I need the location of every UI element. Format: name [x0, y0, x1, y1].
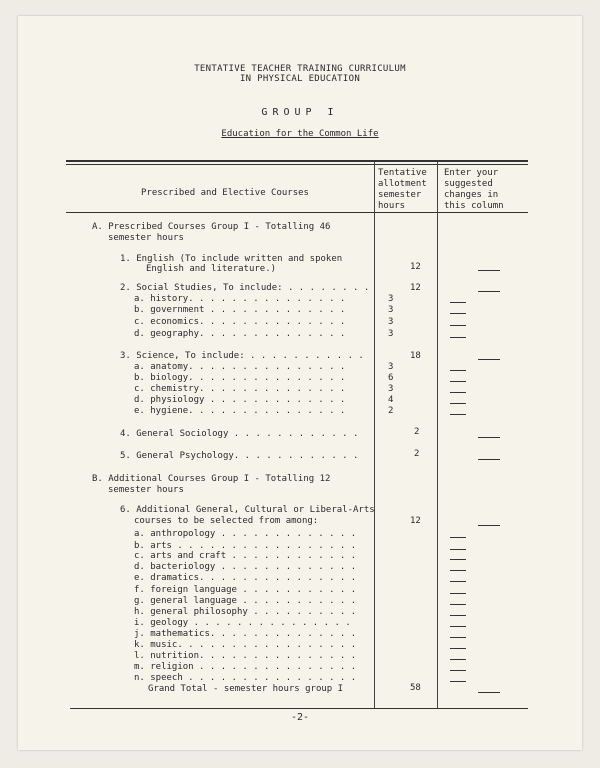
sub-course: a. anatomy. . . . . . . . . . . . . . .	[134, 362, 346, 372]
section-a-heading-2: semester hours	[108, 233, 184, 243]
sub-hours: 4	[388, 395, 394, 405]
change-entry-line[interactable]	[450, 659, 466, 660]
column-divider-2	[437, 162, 438, 708]
hours-science: 18	[410, 351, 421, 361]
change-entry-line[interactable]	[450, 337, 466, 338]
change-entry-line[interactable]	[450, 648, 466, 649]
change-entry-line[interactable]	[450, 593, 466, 594]
change-entry-line[interactable]	[450, 370, 466, 371]
sub-course: b. government . . . . . . . . . . . . .	[134, 305, 346, 315]
change-entry-line[interactable]	[478, 270, 500, 271]
courses-column-header: Prescribed and Elective Courses	[141, 188, 309, 198]
hours-additional-general: 12	[410, 516, 421, 526]
sub-hours: 3	[388, 294, 394, 304]
sub-course: c. chemistry. . . . . . . . . . . . . .	[134, 384, 346, 394]
change-entry-line[interactable]	[450, 302, 466, 303]
course-general-psychology: 5. General Psychology. . . . . . . . . . . .	[120, 451, 359, 461]
change-entry-line[interactable]	[450, 604, 466, 605]
course-additional-general: 6. Additional General, Cultural or Liberal-Arts	[120, 505, 375, 515]
sub-hours: 3	[388, 384, 394, 394]
grand-total-hours: 58	[410, 683, 421, 693]
sub-course: d. bacteriology . . . . . . . . . . . . .	[134, 562, 357, 572]
changes-header-4: this column	[444, 201, 504, 211]
change-entry-line[interactable]	[450, 414, 466, 415]
sub-course: e. dramatics. . . . . . . . . . . . . . .	[134, 573, 357, 583]
document-title-line2: IN PHYSICAL EDUCATION	[239, 74, 361, 84]
course-general-sociology: 4. General Sociology . . . . . . . . . . . .	[120, 429, 359, 439]
change-entry-line[interactable]	[450, 581, 466, 582]
sub-course: d. physiology . . . . . . . . . . . . .	[134, 395, 346, 405]
changes-header-2: suggested	[444, 179, 493, 189]
sub-course: b. arts . . . . . . . . . . . . . . . . .	[134, 541, 357, 551]
change-entry-line[interactable]	[450, 325, 466, 326]
section-b-heading: B. Additional Courses Group I - Totalling 12	[92, 474, 331, 484]
sub-course: g. general language . . . . . . . . . . .	[134, 596, 357, 606]
top-rule-thin	[66, 164, 528, 165]
allotment-header-3: semester	[378, 190, 422, 200]
page-number: -2-	[290, 712, 310, 723]
column-divider-1	[374, 162, 375, 708]
hours-general-psychology: 2	[414, 449, 420, 459]
change-entry-line[interactable]	[478, 359, 500, 360]
sub-course: l. nutrition. . . . . . . . . . . . . . .	[134, 651, 357, 661]
sub-course: a. anthropology . . . . . . . . . . . . .	[134, 529, 357, 539]
sub-course: e. hygiene. . . . . . . . . . . . . . .	[134, 406, 346, 416]
sub-course: k. music. . . . . . . . . . . . . . . . .	[134, 640, 357, 650]
change-entry-line[interactable]	[450, 313, 466, 314]
sub-hours: 3	[388, 317, 394, 327]
group-heading: GROUP I	[261, 107, 339, 118]
sub-hours: 3	[388, 329, 394, 339]
change-entry-line[interactable]	[478, 525, 500, 526]
hours-general-sociology: 2	[414, 427, 420, 437]
change-entry-line[interactable]	[478, 437, 500, 438]
hours-english: 12	[410, 262, 421, 272]
course-science: 3. Science, To include: . . . . . . . . . . .	[120, 351, 364, 361]
allotment-header-1: Tentative	[378, 168, 427, 178]
hours-social-studies: 12	[410, 283, 421, 293]
allotment-header-4: hours	[378, 201, 406, 211]
grand-total-label: Grand Total - semester hours group I	[148, 684, 344, 694]
bottom-rule	[70, 708, 528, 709]
course-additional-general-2: courses to be selected from among:	[134, 516, 319, 526]
sub-course: h. general philosophy . . . . . . . . . .	[134, 607, 357, 617]
changes-header-3: changes in	[444, 190, 499, 200]
section-b-heading-2: semester hours	[108, 485, 184, 495]
change-entry-line[interactable]	[478, 459, 500, 460]
allotment-header-2: allotment	[378, 179, 427, 189]
change-entry-line[interactable]	[450, 392, 466, 393]
course-social-studies: 2. Social Studies, To include: . . . . . . . .	[120, 283, 370, 293]
change-entry-line[interactable]	[478, 692, 500, 693]
change-entry-line[interactable]	[450, 559, 466, 560]
change-entry-line[interactable]	[450, 681, 466, 682]
course-english: 1. English (To include written and spoken	[120, 254, 343, 264]
sub-course: n. speech . . . . . . . . . . . . . . . .	[134, 673, 357, 683]
change-entry-line[interactable]	[450, 615, 466, 616]
sub-course: d. geography. . . . . . . . . . . . . .	[134, 329, 346, 339]
change-entry-line[interactable]	[450, 381, 466, 382]
sub-course: c. economics. . . . . . . . . . . . . .	[134, 317, 346, 327]
sub-course: f. foreign language . . . . . . . . . . .	[134, 585, 357, 595]
change-entry-line[interactable]	[450, 637, 466, 638]
change-entry-line[interactable]	[450, 570, 466, 571]
top-rule	[66, 160, 528, 162]
sub-course: c. arts and craft . . . . . . . . . . . .	[134, 551, 357, 561]
document-title-line1: TENTATIVE TEACHER TRAINING CURRICULUM	[194, 64, 406, 74]
header-rule	[66, 212, 528, 213]
sub-course: a. history. . . . . . . . . . . . . . .	[134, 294, 346, 304]
change-entry-line[interactable]	[450, 403, 466, 404]
group-subtitle: Education for the Common Life	[221, 129, 379, 139]
sub-hours: 3	[388, 305, 394, 315]
change-entry-line[interactable]	[450, 537, 466, 538]
course-english-2: English and literature.)	[146, 264, 277, 274]
sub-course: b. biology. . . . . . . . . . . . . . .	[134, 373, 346, 383]
changes-header-1: Enter your	[444, 168, 499, 178]
change-entry-line[interactable]	[450, 626, 466, 627]
sub-hours: 3	[388, 362, 394, 372]
sub-course: j. mathematics. . . . . . . . . . . . . .	[134, 629, 357, 639]
change-entry-line[interactable]	[450, 670, 466, 671]
section-a-heading: A. Prescribed Courses Group I - Totalling 46	[92, 222, 331, 232]
change-entry-line[interactable]	[450, 549, 466, 550]
sub-hours: 2	[388, 406, 394, 416]
sub-course: i. geology . . . . . . . . . . . . . . .	[134, 618, 351, 628]
change-entry-line[interactable]	[478, 291, 500, 292]
sub-course: m. religion . . . . . . . . . . . . . . .	[134, 662, 357, 672]
sub-hours: 6	[388, 373, 394, 383]
